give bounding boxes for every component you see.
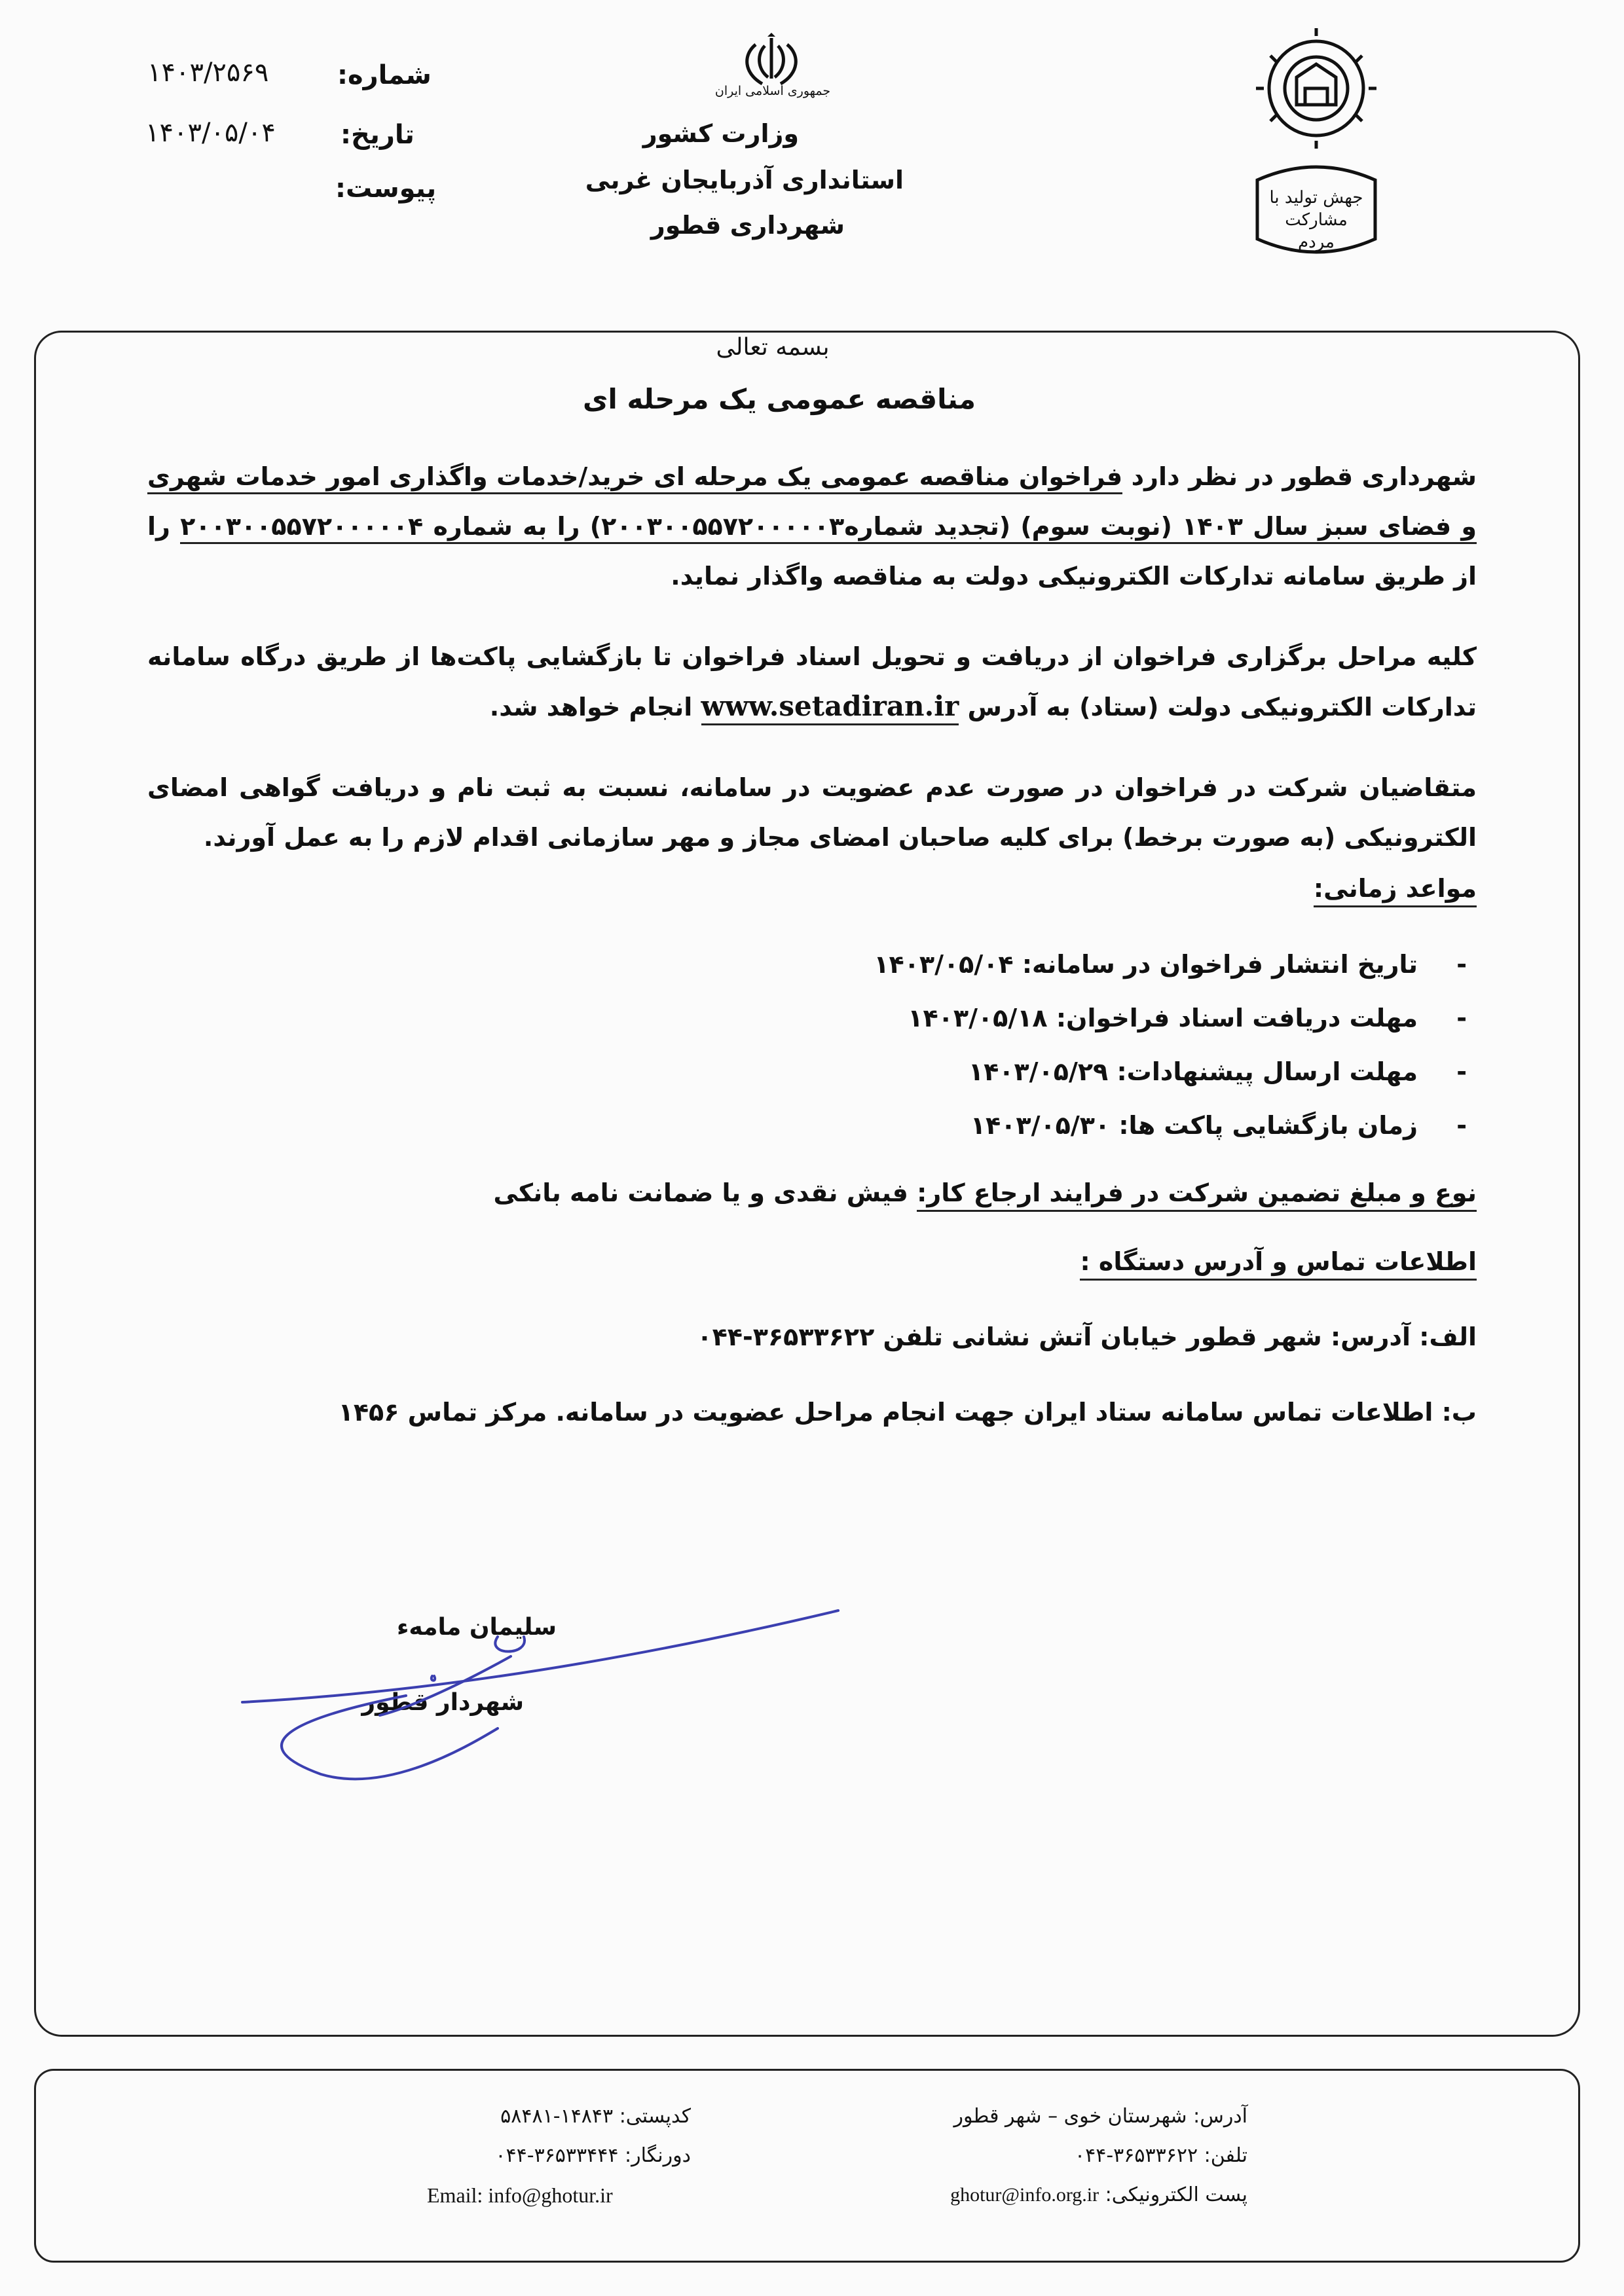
guarantee-label: نوع و مبلغ تضمین شرکت در فرایند ارجاع کار: [917,1178,1477,1212]
footer-postal: کدپستی: ۱۴۸۴۳-۵۸۴۸۱ [500,2105,691,2128]
slogan-text: جهش تولید با مشارکت مردم [1269,188,1363,252]
paragraph-tender-intro: شهرداری قطور در نظر دارد [1122,462,1477,491]
footer-frame [34,2069,1580,2263]
iran-emblem [739,33,804,92]
number-label: شماره: [337,60,432,90]
slogan-badge [1244,154,1388,265]
schedule-heading-text: مواعد زمانی: [1314,874,1477,907]
footer-email2[interactable]: Email: info@ghotur.ir [427,2183,613,2207]
emblem-caption: جمهوری اسلامی ایران [714,84,831,98]
document-title: مناقصه عمومی یک مرحله ای [582,383,976,415]
paragraph-applicants: متقاضیان شرکت در فراخوان در صورت عدم عضویت در سامانه، نسبت به ثبت نام و دریافت گواهی امضای الکترونیکی (به صورت برخط) برای کلیه صاحبان امضای مجاز و مهر سازمانی اقدام لازم را به عمل آورند. [147,773,1477,852]
schedule-item: - مهلت دریافت اسناد فراخوان: ۱۴۰۳/۰۵/۱۸ [550,991,1467,1045]
signatory-title: شهردار قطور [361,1689,524,1716]
municipality-line: شهرداری قطور [650,211,845,240]
paragraph-tender-end: را از طریق سامانه تدارکات الکترونیکی دولت به مناقصه واگذار نماید. [147,512,1477,591]
contact-heading [887,1247,1477,1276]
iran-emblem-icon [739,33,804,92]
signature-stroke-icon [236,1597,858,1794]
municipality-logo [1241,26,1392,151]
contact-setad: ب: اطلاعات تماس سامانه ستاد ایران جهت انجام مراحل عضویت در سامانه. مرکز تماس ۱۴۵۶ [338,1398,1477,1427]
date-value: ۱۴۰۳/۰۵/۰۴ [145,118,276,148]
setadiran-link[interactable]: www.setadiran.ir [701,690,959,725]
contact-address: الف: آدرس: شهر قطور خیابان آتش نشانی تلفن ۳۶۵۳۳۶۲۲-۰۴۴ [697,1322,1477,1351]
schedule-heading [1084,874,1477,903]
footer-address: آدرس: شهرستان خوی – شهر قطور [953,2105,1247,2128]
handwritten-signature [236,1597,858,1794]
ministry-line: وزارت کشور [642,119,799,148]
footer-email-label: پست الکترونیکی: [1105,2183,1247,2206]
paragraph-procedure [147,632,1477,732]
paragraph-procedure-text: کلیه مراحل برگزاری فراخوان از دریافت و تحویل اسناد فراخوان تا بازگشایی پاکت‌ها از طریق درگاه سامانه تدارکات الکترونیکی دولت (ستاد) به آدرس [147,642,1477,721]
footer-email-line [841,2177,1247,2214]
footer-email-value[interactable]: ghotur@info.org.ir [950,2184,1099,2206]
municipality-logo-icon [1241,26,1392,151]
guarantee-value: فیش نقدی و یا ضمانت نامه بانکی [493,1178,917,1207]
date-label: تاریخ: [341,120,415,150]
schedule-item: - مهلت ارسال پیشنهادات: ۱۴۰۳/۰۵/۲۹ [550,1045,1467,1099]
schedule-item: - تاریخ انتشار فراخوان در سامانه: ۱۴۰۳/۰۵/۰۴ [550,938,1467,991]
signatory-name: سلیمان مامه‌ء [396,1614,557,1641]
governorate-line: استانداری آذربایجان غربی [585,166,904,194]
schedule-item: - زمان بازگشایی پاکت ها: ۱۴۰۳/۰۵/۳۰ [550,1099,1467,1152]
footer-phone: تلفن: ۳۶۵۳۳۶۲۲-۰۴۴ [1074,2144,1247,2167]
number-value: ۱۴۰۳/۲۵۶۹ [147,58,269,88]
guarantee-line [147,1178,1477,1207]
paragraph-tender [147,452,1477,601]
invocation: بسمه تعالی [716,334,830,361]
attachment-label: پیوست: [335,173,437,204]
footer-fax: دورنگار: ۳۶۵۳۳۴۴۴-۰۴۴ [495,2144,691,2167]
paragraph-procedure-end: انجام خواهد شد. [489,693,701,721]
paragraph-tender-subject: فراخوان مناقصه عمومی یک مرحله ای خرید/خدمات واگذاری امور خدمات شهری و فضای سبز سال ۱۴۰۳ (نوبت سوم) (تجدید شماره۲۰۰۳۰۰۵۵۷۲۰۰۰۰۰۳) را به شماره ۲۰۰۳۰۰۵۵۷۲۰۰۰۰۰۴ [147,462,1477,544]
contact-heading-text: اطلاعات تماس و آدرس دستگاه : [1080,1247,1477,1281]
schedule-list [550,938,1467,1152]
